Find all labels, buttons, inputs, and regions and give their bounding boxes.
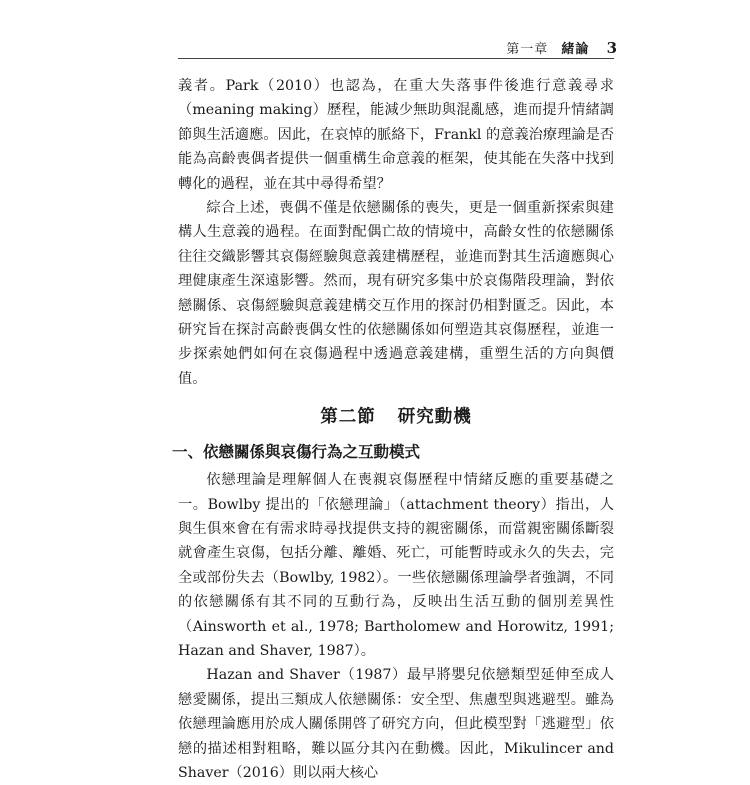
subsection-heading: 一、依戀關係與哀傷行為之互動模式 bbox=[172, 441, 421, 461]
section-number: 第二節 bbox=[320, 407, 376, 428]
section-heading bbox=[178, 405, 614, 429]
chapter-title: 緒論 bbox=[561, 42, 590, 57]
header-rule bbox=[178, 58, 614, 59]
paragraph-hazan-shaver: Hazan and Shaver（1987）最早將嬰兒依戀類型延伸至成人戀愛關係，提出三類成人依戀關係：安全型、焦慮型與逃避型。雖為依戀理論應用於成人關係開啓了研究方向，但此模型對「逃避型」依戀的描述相對粗略，難以區分其內在動機。因此，Mikulincer and Shaver（2016）則以兩大核心 bbox=[178, 667, 614, 781]
section-title: 研究動機 bbox=[397, 407, 472, 428]
running-header bbox=[506, 38, 618, 57]
chapter-label: 第一章 bbox=[506, 42, 549, 57]
paragraph-attachment-theory: 依戀理論是理解個人在喪親哀傷歷程中情緒反應的重要基礎之一。Bowlby 提出的「依戀理論」（attachment theory）指出，人與生俱來會在有需求時尋找提供支持的親密關係，而當親密關係斷裂就會產生哀傷，包括分離、離婚、死亡，可能暫時或永久的失去，完全或部份失去（Bowlby, 1982）。一些依戀關係理論學者強調，不同的依戀關係有其不同的互動行為，反映出生活互動的個別差異性（Ainsworth et al., 1978; Bartholomew and Horowitz, 1991; Hazan and Shaver, 1987）。 bbox=[178, 472, 614, 659]
page-number: 3 bbox=[606, 39, 618, 57]
paragraph-summary: 綜合上述，喪偶不僅是依戀關係的喪失，更是一個重新探索與建構人生意義的過程。在面對配偶亡故的情境中，高齡女性的依戀關係往往交織影響其哀傷經驗與意義建構歷程，並進而對其生活適應與心理健康產生深遠影響。然而，現有研究多集中於哀傷階段理論，對依戀關係、哀傷經驗與意義建構交互作用的探討仍相對匱乏。因此，本研究旨在探討高齡喪偶女性的依戀關係如何塑造其哀傷歷程，並進一步探索她們如何在哀傷過程中透過意義建構，重塑生活的方向與價值。 bbox=[178, 200, 614, 387]
paragraph-continued: 義者。Park（2010）也認為，在重大失落事件後進行意義尋求（meaning making）歷程，能減少無助與混亂感，進而提升情緒調節與生活適應。因此，在哀悼的脈絡下，Frankl 的意義治療理論是否能為高齡喪偶者提供一個重構生命意義的框架，使其能在失落中找到轉化的過程，並在其中尋得希望？ bbox=[178, 78, 614, 192]
page-body bbox=[172, 74, 614, 785]
